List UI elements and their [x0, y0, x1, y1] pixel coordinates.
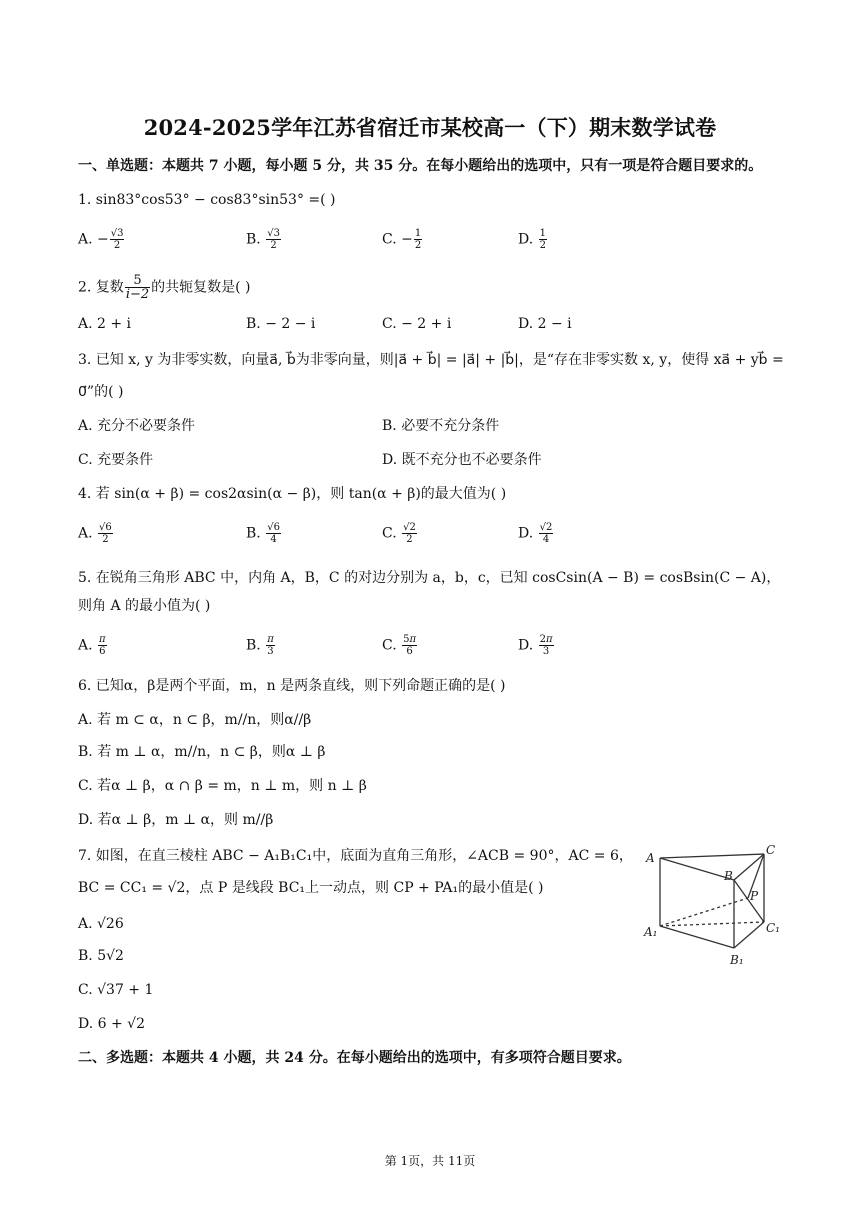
q3-option-b: B. 必要不充分条件: [382, 418, 500, 434]
label-a: A: [646, 851, 655, 865]
page-title: 2024-2025学年江苏省宿迁市某校高一（下）期末数学试卷: [143, 115, 717, 140]
q6-option-d: D. 若α ⊥ β，m ⊥ α，则 m//β: [78, 812, 274, 828]
question-1-stem: 1. sin83°cos53° − cos83°sin53° =( ): [78, 192, 336, 208]
label-b: B: [724, 869, 733, 883]
section-1-heading: 一、单选题：本题共 7 小题，每小题 5 分，共 35 分。在每小题给出的选项中，只有一项是符合题目要求的。: [78, 158, 763, 174]
prism-figure: [632, 840, 792, 972]
q5-option-a: A. $\frac{\pi}{6}$: [78, 634, 106, 657]
segment-a1-p-hidden: [660, 898, 748, 926]
q4-option-d: D. $\frac{√2}{4}$: [518, 522, 553, 545]
q3-option-a: A. 充分不必要条件: [78, 418, 196, 434]
q7-option-a: A. √26: [78, 916, 124, 932]
q2-option-c: C. − 2 + i: [382, 316, 452, 332]
question-5-line-2: 则角 A 的最小值为( ): [78, 598, 211, 614]
q2-prefix: 2. 复数: [78, 279, 124, 296]
question-3-line-2: 0⃗”的( ): [78, 384, 124, 400]
q5-option-c: C. $\frac{5\pi}{6}$: [382, 634, 417, 657]
q4-option-c: C. $\frac{√2}{2}$: [382, 522, 416, 545]
q2-option-d: D. 2 − i: [518, 316, 572, 332]
question-7-line-1: 7. 如图，在直三棱柱 ABC − A₁B₁C₁中，底面为直角三角形，∠ACB = 90°，AC = 6，: [78, 848, 633, 864]
label-c: C: [766, 843, 776, 857]
question-4-stem: 4. 若 sin(α + β) = cos2αsin(α − β)，则 tan(α + β)的最大值为( ): [78, 486, 507, 502]
label-b1: B₁: [730, 953, 744, 967]
edge-a1-b1: [660, 926, 734, 948]
edge-a-c: [660, 854, 764, 858]
edge-a1-c1-hidden: [660, 922, 764, 926]
q1-option-c: C. − $\frac{1}{2}$: [382, 228, 422, 251]
question-7-line-2: BC = CC₁ = √2，点 P 是线段 BC₁上一动点，则 CP + PA₁的最小值是( ): [78, 880, 544, 896]
q7-option-d: D. 6 + √2: [78, 1016, 145, 1032]
label-a1: A₁: [644, 925, 658, 939]
edge-b1-c1: [734, 922, 764, 948]
q4-option-a: A. $\frac{√6}{2}$: [78, 522, 112, 545]
question-5-line-1: 5. 在锐角三角形 ABC 中，内角 A，B，C 的对边分别为 a，b，c，已知 cosCsin(A − B) = cosBsin(C − A)，: [78, 570, 781, 586]
q2-option-a: A. 2 + i: [78, 316, 132, 332]
section-2-heading: 二、多选题：本题共 4 小题，共 24 分。在每小题给出的选项中，有多项符合题目要求。: [78, 1050, 631, 1066]
q4-option-b: B. $\frac{√6}{4}$: [246, 522, 280, 545]
q2-option-b: B. − 2 − i: [246, 316, 316, 332]
q5-option-b: B. $\frac{\pi}{3}$: [246, 634, 274, 657]
question-6-stem: 6. 已知α，β是两个平面，m，n 是两条直线，则下列命题正确的是( ): [78, 678, 506, 694]
label-p: P: [750, 889, 759, 903]
edge-a-b: [660, 858, 734, 880]
q7-option-c: C. √37 + 1: [78, 982, 154, 998]
label-c1: C₁: [766, 921, 780, 935]
q5-option-d: D. $\frac{2\pi}{3}$: [518, 634, 553, 657]
page-footer: 第 1页，共 11页: [384, 1154, 476, 1168]
q2-suffix: 的共轭复数是( ): [151, 279, 251, 296]
q3-option-d: D. 既不充分也不必要条件: [382, 452, 542, 468]
question-2-stem: 2. 复数 $\frac{5}{i-2}$ 的共轭复数是( ): [78, 273, 251, 302]
q3-option-c: C. 充要条件: [78, 452, 154, 468]
q1-option-a: A. − $\frac{√3}{2}$: [78, 228, 124, 251]
segment-b-c1: [734, 880, 764, 922]
q6-option-c: C. 若α ⊥ β，α ∩ β = m，n ⊥ m，则 n ⊥ β: [78, 778, 367, 794]
q7-option-b: B. 5√2: [78, 948, 124, 964]
q6-option-a: A. 若 m ⊂ α，n ⊂ β，m//n，则α//β: [78, 712, 312, 728]
q1-option-b: B. $\frac{√3}{2}$: [246, 228, 280, 251]
q6-option-b: B. 若 m ⊥ α，m//n，n ⊂ β，则α ⊥ β: [78, 744, 326, 760]
q1-option-d: D. $\frac{1}{2}$: [518, 228, 547, 251]
question-3-line-1: 3. 已知 x, y 为非零实数，向量a⃗, b⃗为非零向量，则|a⃗ + b⃗| = |a⃗| + |b⃗|，是“存在非零实数 x, y，使得 xa⃗ + yb⃗ =: [78, 352, 784, 368]
